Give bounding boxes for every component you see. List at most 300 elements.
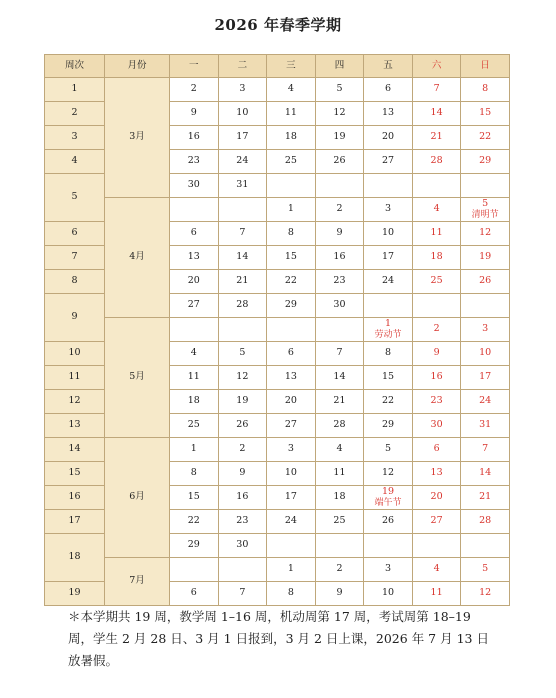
day-cell (461, 174, 510, 198)
day-cell (315, 270, 364, 294)
day-cell (364, 198, 413, 222)
day-cell (364, 246, 413, 270)
day-cell (412, 462, 461, 486)
day-cell (267, 318, 316, 342)
day-cell (267, 558, 316, 582)
day-cell (315, 462, 364, 486)
day-number: 10 (479, 347, 492, 359)
day-cell (364, 150, 413, 174)
day-number: 7 (239, 227, 246, 239)
holiday-label: 清明节 (471, 209, 499, 220)
day-cell (412, 270, 461, 294)
day-cell (170, 270, 219, 294)
semester-note: ＊本学期共 19 周，教学周 1–16 周，机动周第 17 周，考试周第 18–19 周，学生 2 月 28 日、3 月 1 日报到，3 月 2 日上课，2026 年 7 月 13 日放暑假。 (68, 609, 489, 668)
day-cell (412, 102, 461, 126)
day-number: 6 (385, 83, 392, 95)
day-number: 15 (284, 251, 297, 263)
day-cell (364, 366, 413, 390)
month-label: 5月 (105, 318, 170, 438)
day-cell (412, 582, 461, 606)
day-cell (364, 294, 413, 318)
day-number: 5 (239, 347, 246, 359)
week-number: 14 (45, 438, 105, 462)
calendar-body (45, 78, 510, 606)
day-number: 7 (433, 83, 440, 95)
day-number: 22 (381, 395, 395, 407)
day-cell (218, 510, 267, 534)
day-cell (170, 102, 219, 126)
day-cell (412, 366, 461, 390)
day-number: 4 (287, 83, 294, 95)
day-cell (315, 414, 364, 438)
day-cell (364, 342, 413, 366)
day-number: 1 (385, 317, 392, 329)
day-number: 8 (385, 347, 392, 359)
header-weekday: 五 (364, 55, 413, 78)
day-cell (412, 414, 461, 438)
day-cell (461, 366, 510, 390)
day-number: 5 (336, 83, 343, 95)
day-cell (315, 222, 364, 246)
day-cell (218, 582, 267, 606)
day-number: 20 (430, 491, 443, 503)
day-cell (412, 198, 461, 222)
day-cell (267, 126, 316, 150)
day-cell (267, 174, 316, 198)
day-cell (170, 582, 219, 606)
day-cell (170, 150, 219, 174)
day-number: 26 (333, 155, 346, 167)
week-number: 6 (45, 222, 105, 246)
day-number: 23 (236, 515, 249, 527)
day-cell (315, 534, 364, 558)
day-cell (218, 270, 267, 294)
day-cell (218, 294, 267, 318)
day-cell (267, 462, 316, 486)
week-number: 5 (45, 174, 105, 222)
day-cell (412, 294, 461, 318)
day-number: 30 (430, 419, 443, 431)
week-number: 1 (45, 78, 105, 102)
day-number: 14 (479, 467, 492, 479)
day-number: 25 (333, 515, 346, 527)
day-number: 1 (287, 203, 294, 215)
day-number: 5 (482, 563, 489, 575)
day-number: 3 (482, 323, 489, 335)
calendar-header (45, 55, 510, 78)
day-number: 4 (336, 443, 343, 455)
day-cell (364, 582, 413, 606)
day-number: 19 (333, 131, 346, 143)
day-cell (315, 558, 364, 582)
day-number: 11 (333, 467, 346, 479)
day-cell (412, 222, 461, 246)
day-number: 6 (190, 227, 197, 239)
month-label: 3月 (105, 78, 170, 198)
day-number: 13 (430, 467, 443, 479)
day-cell (170, 318, 219, 342)
day-cell (461, 510, 510, 534)
header-week: 周次 (45, 55, 105, 78)
day-cell (170, 78, 219, 102)
table-row (45, 558, 510, 582)
day-number: 29 (381, 419, 395, 431)
day-cell (461, 102, 510, 126)
day-cell (267, 198, 316, 222)
day-number: 21 (479, 491, 492, 503)
day-cell (315, 78, 364, 102)
week-number: 4 (45, 150, 105, 174)
day-number: 27 (430, 515, 443, 527)
day-cell (412, 78, 461, 102)
day-cell (461, 150, 510, 174)
day-number: 18 (333, 491, 346, 503)
day-number: 7 (336, 347, 343, 359)
day-cell (170, 558, 219, 582)
day-cell (412, 246, 461, 270)
week-number: 7 (45, 246, 105, 270)
day-cell (170, 534, 219, 558)
day-number: 11 (187, 371, 200, 383)
day-cell (218, 318, 267, 342)
day-number: 15 (479, 107, 492, 119)
day-cell (364, 222, 413, 246)
day-number: 2 (190, 83, 197, 95)
week-number: 12 (45, 390, 105, 414)
day-number: 8 (287, 587, 294, 599)
day-cell (267, 510, 316, 534)
day-number: 8 (287, 227, 294, 239)
day-cell (170, 510, 219, 534)
week-number: 2 (45, 102, 105, 126)
day-cell (364, 126, 413, 150)
day-number: 3 (287, 443, 294, 455)
day-cell (218, 414, 267, 438)
header-weekday: 三 (267, 55, 316, 78)
day-cell (170, 198, 219, 222)
day-number: 28 (236, 299, 249, 311)
day-cell (461, 294, 510, 318)
day-number: 20 (381, 131, 395, 143)
day-number: 9 (239, 467, 246, 479)
day-cell (412, 126, 461, 150)
day-cell (267, 486, 316, 510)
holiday-cell (364, 486, 413, 510)
day-cell (315, 582, 364, 606)
week-number: 19 (45, 582, 105, 606)
day-cell (170, 294, 219, 318)
day-number: 11 (430, 587, 443, 599)
day-cell (170, 438, 219, 462)
day-cell (315, 318, 364, 342)
day-cell (364, 438, 413, 462)
day-number: 24 (479, 395, 492, 407)
day-cell (218, 438, 267, 462)
day-cell (267, 366, 316, 390)
holiday-label: 劳动节 (374, 329, 402, 340)
day-cell (412, 390, 461, 414)
week-number: 13 (45, 414, 105, 438)
day-cell (170, 246, 219, 270)
day-cell (315, 126, 364, 150)
table-row (45, 438, 510, 462)
day-cell (170, 174, 219, 198)
day-number: 3 (385, 563, 392, 575)
day-cell (218, 486, 267, 510)
day-number: 13 (381, 107, 395, 119)
day-number: 6 (433, 443, 440, 455)
day-number: 24 (284, 515, 297, 527)
day-number: 10 (284, 467, 297, 479)
day-number: 10 (236, 107, 249, 119)
day-cell (461, 78, 510, 102)
day-cell (315, 294, 364, 318)
week-number: 15 (45, 462, 105, 486)
day-number: 1 (287, 563, 294, 575)
day-number: 18 (284, 131, 297, 143)
day-cell (315, 366, 364, 390)
day-number: 25 (430, 275, 443, 287)
holiday-label: 端午节 (374, 497, 402, 508)
day-number: 31 (479, 419, 492, 431)
day-number: 24 (236, 155, 249, 167)
day-number: 16 (236, 491, 249, 503)
holiday-cell (461, 198, 510, 222)
day-cell (461, 558, 510, 582)
day-cell (218, 222, 267, 246)
day-cell (218, 174, 267, 198)
day-cell (170, 222, 219, 246)
day-number: 17 (236, 131, 249, 143)
day-number: 11 (284, 107, 297, 119)
day-number: 2 (336, 563, 343, 575)
day-number: 21 (430, 131, 443, 143)
day-number: 11 (430, 227, 443, 239)
day-cell (461, 126, 510, 150)
day-cell (461, 486, 510, 510)
day-cell (170, 414, 219, 438)
day-cell (218, 198, 267, 222)
day-number: 30 (187, 179, 200, 191)
month-label: 6月 (105, 438, 170, 558)
day-number: 3 (385, 203, 392, 215)
day-number: 21 (236, 275, 249, 287)
day-number: 30 (333, 299, 346, 311)
day-number: 22 (187, 515, 200, 527)
day-number: 7 (239, 587, 246, 599)
day-number: 26 (236, 419, 249, 431)
day-cell (267, 102, 316, 126)
day-number: 23 (333, 275, 346, 287)
day-number: 18 (187, 395, 200, 407)
day-cell (315, 438, 364, 462)
day-number: 16 (187, 131, 200, 143)
day-number: 4 (433, 203, 440, 215)
day-number: 14 (333, 371, 346, 383)
day-cell (364, 102, 413, 126)
day-cell (170, 342, 219, 366)
day-number: 13 (284, 371, 297, 383)
day-number: 25 (187, 419, 200, 431)
day-cell (267, 438, 316, 462)
page-title: 2026 年春季学期 (214, 16, 342, 34)
day-cell (218, 534, 267, 558)
day-cell (412, 558, 461, 582)
header-weekday: 六 (412, 55, 461, 78)
day-number: 22 (284, 275, 297, 287)
day-cell (412, 510, 461, 534)
day-cell (218, 150, 267, 174)
day-number: 19 (236, 395, 249, 407)
day-number: 9 (336, 587, 343, 599)
day-cell (461, 318, 510, 342)
day-number: 14 (430, 107, 443, 119)
day-cell (315, 198, 364, 222)
day-number: 17 (479, 371, 492, 383)
header-weekday: 一 (170, 55, 219, 78)
day-number: 30 (236, 539, 249, 551)
day-cell (461, 390, 510, 414)
day-number: 26 (381, 515, 395, 527)
day-cell (267, 414, 316, 438)
day-cell (461, 246, 510, 270)
day-number: 4 (190, 347, 197, 359)
day-cell (218, 78, 267, 102)
day-cell (267, 390, 316, 414)
day-cell (412, 486, 461, 510)
day-number: 23 (187, 155, 200, 167)
calendar-table (44, 54, 510, 606)
day-number: 27 (284, 419, 297, 431)
table-row (45, 318, 510, 342)
day-cell (412, 174, 461, 198)
day-number: 2 (336, 203, 343, 215)
day-number: 6 (190, 587, 197, 599)
day-cell (315, 150, 364, 174)
day-number: 27 (381, 155, 395, 167)
day-cell (461, 462, 510, 486)
day-cell (267, 222, 316, 246)
week-number: 9 (45, 294, 105, 342)
day-cell (218, 390, 267, 414)
day-cell (412, 342, 461, 366)
day-cell (461, 222, 510, 246)
day-number: 28 (430, 155, 443, 167)
day-cell (267, 582, 316, 606)
day-number: 15 (187, 491, 200, 503)
day-number: 3 (239, 83, 246, 95)
day-cell (170, 462, 219, 486)
week-number: 10 (45, 342, 105, 366)
table-row (45, 198, 510, 222)
day-cell (364, 558, 413, 582)
day-number: 29 (284, 299, 297, 311)
header-month: 月份 (105, 55, 170, 78)
day-number: 8 (482, 83, 489, 95)
day-number: 29 (187, 539, 200, 551)
day-number: 13 (187, 251, 200, 263)
day-cell (461, 270, 510, 294)
day-cell (218, 462, 267, 486)
day-cell (170, 126, 219, 150)
day-number: 5 (482, 197, 489, 209)
table-row (45, 78, 510, 102)
day-cell (412, 438, 461, 462)
day-number: 12 (333, 107, 346, 119)
week-number: 17 (45, 510, 105, 534)
day-number: 26 (479, 275, 492, 287)
day-number: 2 (239, 443, 246, 455)
day-cell (461, 534, 510, 558)
day-number: 27 (187, 299, 200, 311)
day-number: 4 (433, 563, 440, 575)
day-number: 2 (433, 323, 440, 335)
week-number: 3 (45, 126, 105, 150)
day-number: 18 (430, 251, 443, 263)
day-number: 9 (336, 227, 343, 239)
header-weekday: 日 (461, 55, 510, 78)
day-cell (461, 414, 510, 438)
week-number: 18 (45, 534, 105, 582)
day-number: 20 (284, 395, 297, 407)
day-cell (267, 150, 316, 174)
day-cell (461, 438, 510, 462)
day-number: 7 (482, 443, 489, 455)
day-cell (364, 534, 413, 558)
day-number: 12 (479, 227, 492, 239)
month-label: 4月 (105, 198, 170, 318)
day-number: 24 (381, 275, 395, 287)
day-number: 28 (479, 515, 492, 527)
day-cell (315, 174, 364, 198)
day-number: 22 (479, 131, 492, 143)
week-number: 8 (45, 270, 105, 294)
day-cell (315, 486, 364, 510)
day-number: 14 (236, 251, 249, 263)
day-number: 31 (236, 179, 249, 191)
day-number: 8 (190, 467, 197, 479)
day-cell (315, 102, 364, 126)
day-number: 17 (284, 491, 297, 503)
day-cell (170, 486, 219, 510)
day-cell (412, 150, 461, 174)
day-cell (267, 246, 316, 270)
day-number: 28 (333, 419, 346, 431)
day-number: 21 (333, 395, 346, 407)
day-number: 19 (381, 485, 395, 497)
header-weekday: 四 (315, 55, 364, 78)
month-label: 7月 (105, 558, 170, 606)
day-number: 25 (284, 155, 297, 167)
day-cell (364, 174, 413, 198)
day-cell (218, 558, 267, 582)
week-number: 16 (45, 486, 105, 510)
day-number: 16 (333, 251, 346, 263)
day-number: 16 (430, 371, 443, 383)
day-cell (218, 246, 267, 270)
day-cell (315, 390, 364, 414)
day-cell (364, 510, 413, 534)
day-cell (267, 534, 316, 558)
day-cell (170, 366, 219, 390)
day-cell (218, 126, 267, 150)
day-number: 1 (190, 443, 197, 455)
day-cell (412, 318, 461, 342)
day-cell (364, 390, 413, 414)
holiday-cell (364, 318, 413, 342)
day-cell (218, 342, 267, 366)
day-cell (412, 534, 461, 558)
